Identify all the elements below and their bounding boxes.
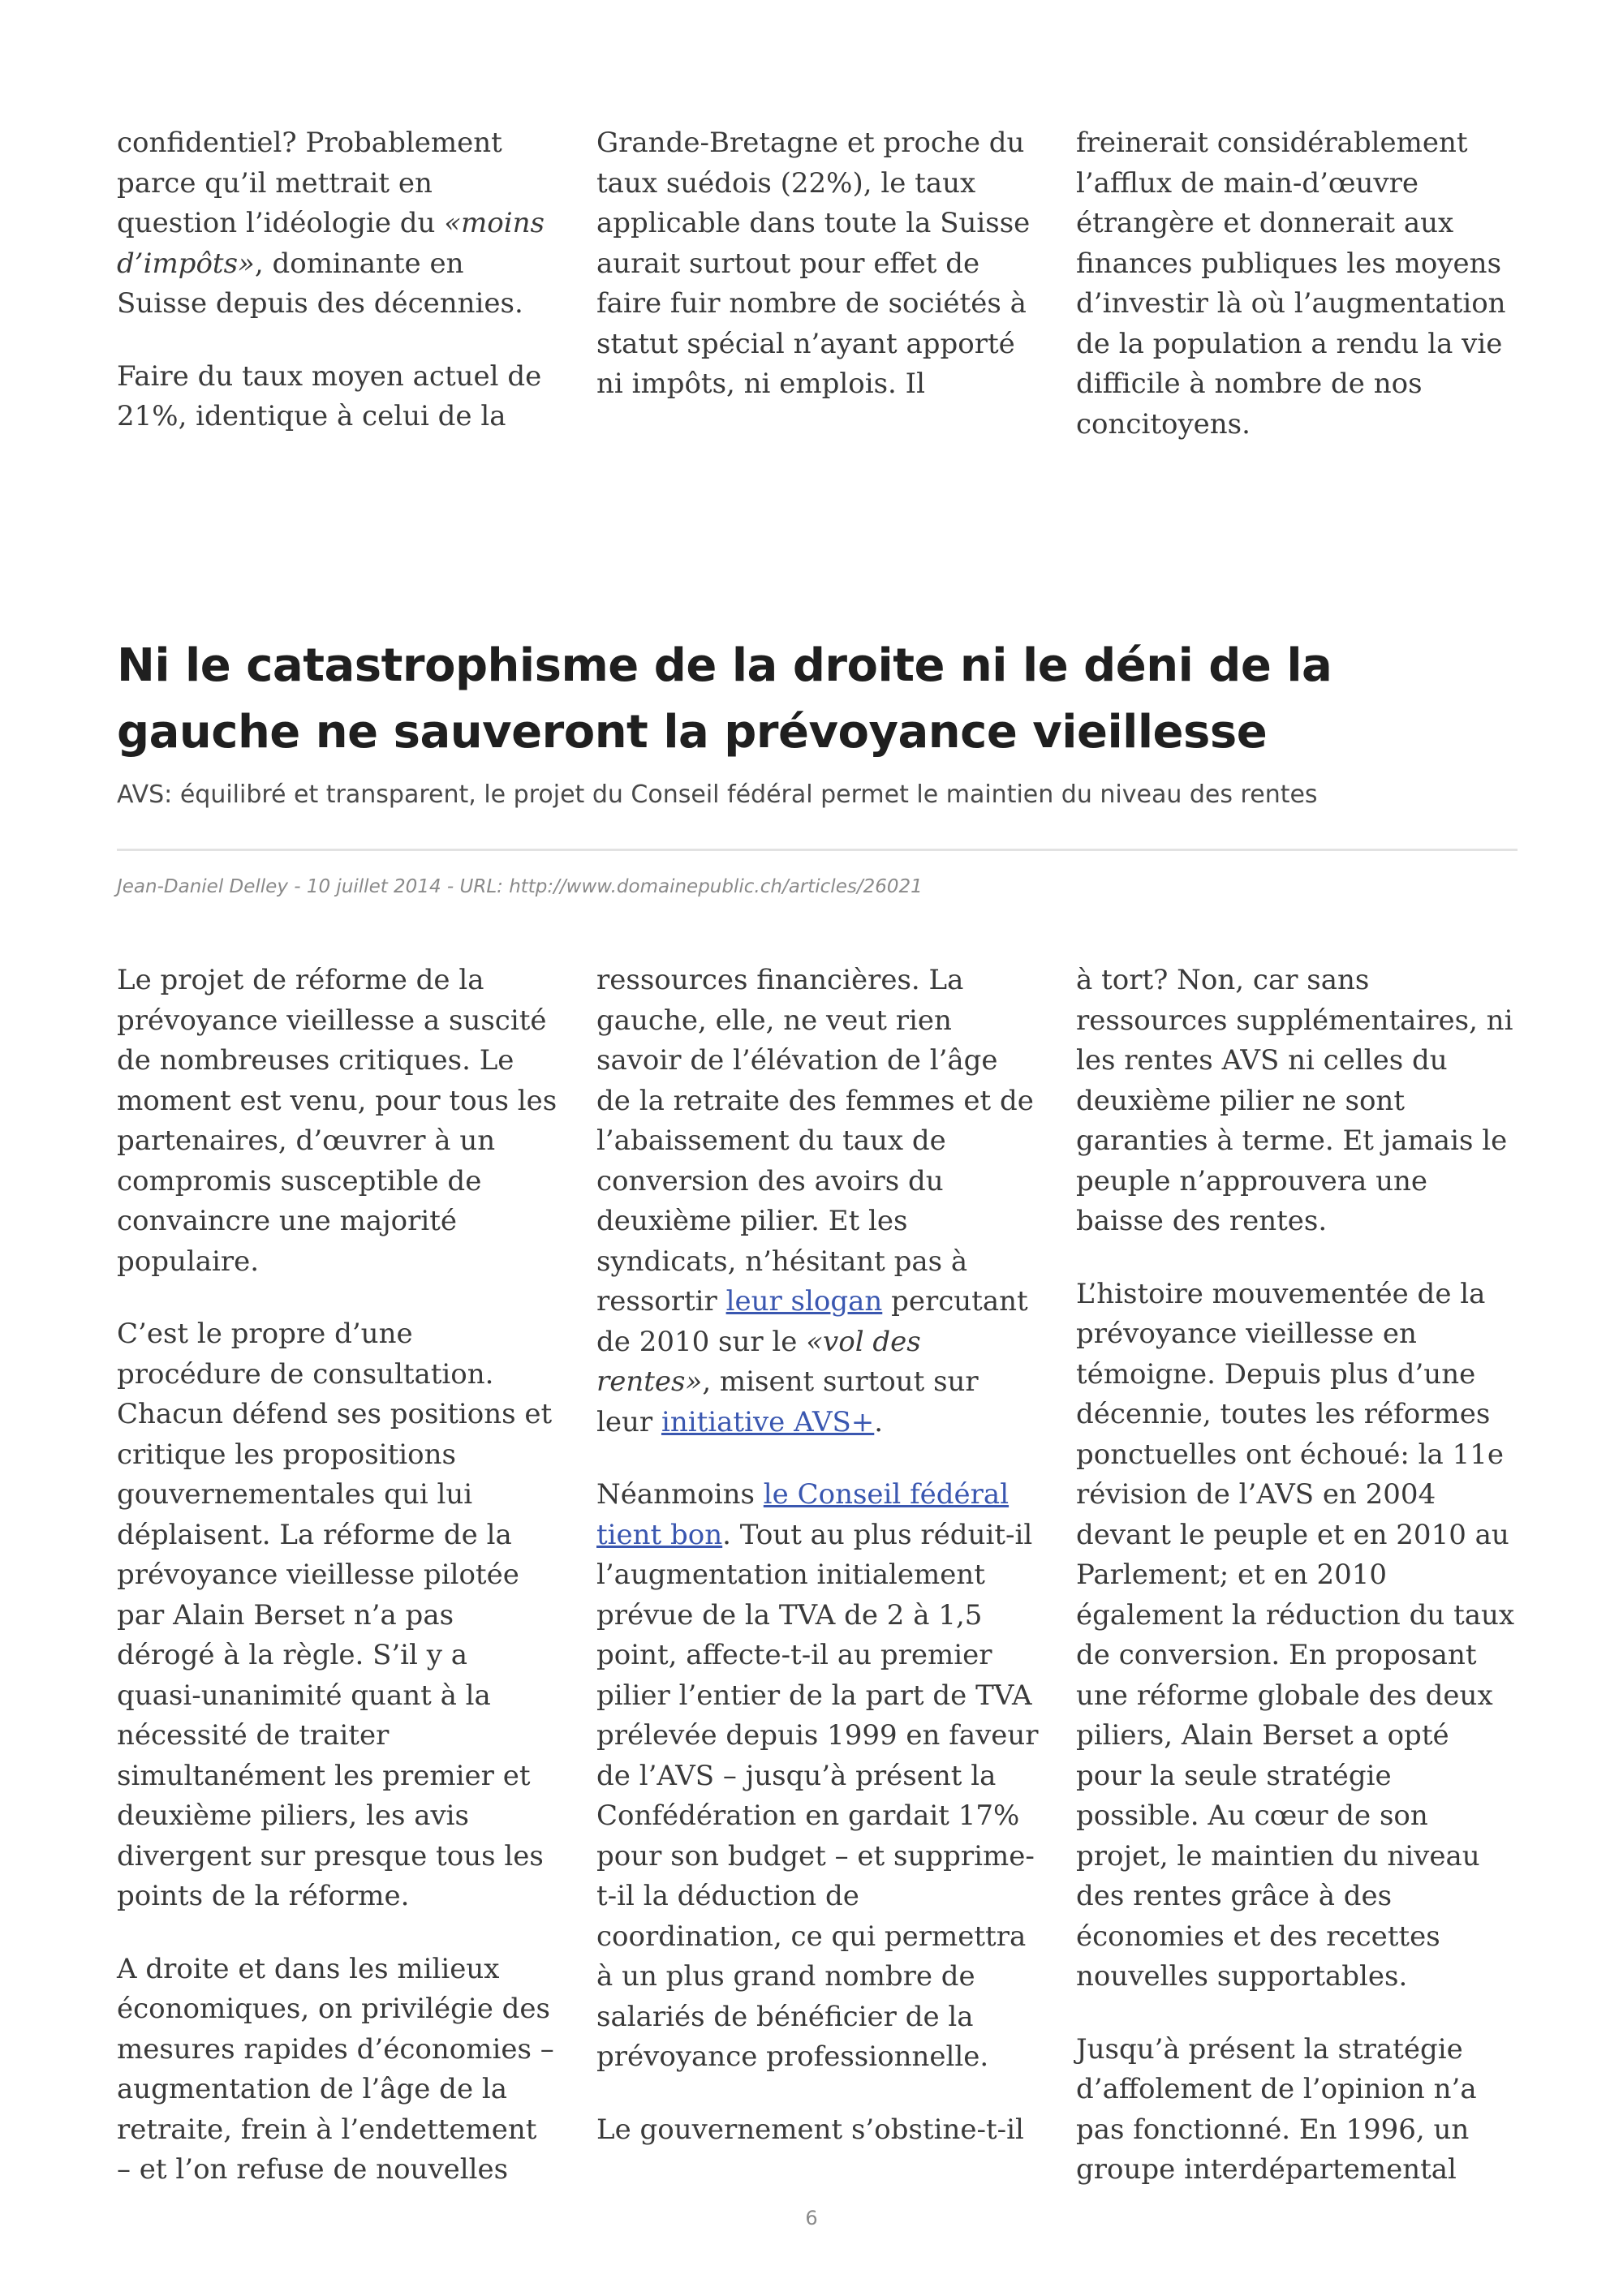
paragraph: L’histoire mouvementée de la prévoyance vieillesse en témoigne. Depuis plus d’une décennie, toutes les réformes ponctuelles ont échoué: la 11e révision de l’AVS en 2004 devant le peuple et en 2010 au Parlement; et en 2010 également la réduction du taux de conversion. En proposant une réforme globale des deux piliers, Alain Berset a opté pour la seule stratégie possible. Au cœur de son projet, le maintien du niveau des rentes grâce à des économies et des recettes nouvelles supportables. — [1076, 1277, 1515, 1993]
article-meta: Jean-Daniel Delley - 10 juillet 2014 - URL: http://www.domainepublic.ch/articles/26021 — [117, 876, 923, 897]
paragraph: freinerait considérablement l’afflux de main-d’œuvre étrangère et donnerait aux finances publiques les moyens d’investir là où l’augmentation de la population a rendu la vie difficile à nombre de nos concitoyens. — [1076, 127, 1506, 441]
article-columns — [117, 961, 1519, 2191]
paragraph: Jusqu’à présent la stratégie d’affolement de l’opinion n’a pas fonctionné. En 1996, un groupe interdépartemental — [1076, 2032, 1477, 2186]
emphasis: «vol des rentes» — [596, 1325, 921, 1398]
paragraph: confidentiel? Probablement parce qu’il mettrait en question l’idéologie du «moins d’impôts», dominante en Suisse depuis des décennies. — [117, 127, 545, 320]
link-initiative-avs[interactable]: initiative AVS+ — [661, 1405, 875, 1438]
emphasis: «moins d’impôts» — [117, 207, 545, 280]
paragraph: Faire du taux moyen actuel de 21%, identique à celui de la — [117, 359, 542, 432]
article-title: Ni le catastrophisme de la droite ni le déni de la gauche ne sauveront la prévoyance vieillesse — [117, 639, 1332, 759]
paragraph: A droite et dans les milieux économiques, on privilégie des mesures rapides d’économies – augmentation de l’âge de la retraite, frein à l’endettement – et l’on refuse de nouvelles — [117, 1952, 554, 2186]
article-column-1 — [117, 961, 559, 2191]
previous-article-column-1 — [117, 123, 559, 445]
article-column-2 — [596, 961, 1039, 2191]
previous-article-column-3 — [1076, 123, 1518, 445]
paragraph: ressources financières. La gauche, elle, ne veut rien savoir de l’élévation de l’âge de la retraite des femmes et de l’abaissement du taux de conversion des avoirs du deuxième pilier. Et les syndicats, n’hésitant pas à ressortir leur slogan percutant de 2010 sur le «vol des rentes», misent surtout sur leur initiative AVS+. — [596, 964, 1034, 1438]
article-column-3 — [1076, 961, 1518, 2191]
paragraph: Le projet de réforme de la prévoyance vieillesse a suscité de nombreuses critiques. Le moment est venu, pour tous les partenaires, d’œuvrer à un compromis susceptible de convaincre une majorité populaire. — [117, 964, 558, 1278]
previous-article-columns — [117, 123, 1519, 445]
previous-article-column-2 — [596, 123, 1039, 445]
article-subtitle: AVS: équilibré et transparent, le projet du Conseil fédéral permet le maintien du niveau des rentes — [117, 780, 1318, 809]
paragraph: Néanmoins le Conseil fédéral tient bon. Tout au plus réduit-il l’augmentation initialement prévue de la TVA de 2 à 1,5 point, affecte-t-il au premier pilier l’entier de la part de TVA prélevée depuis 1999 en faveur de l’AVS – jusqu’à présent la Confédération en gardait 17% pour son budget – et supprime-t-il la déduction de coordination, ce qui permettra à un plus grand nombre de salariés de bénéficier de la prévoyance professionnelle. — [596, 1478, 1039, 2073]
paragraph: Le gouvernement s’obstine-t-il — [596, 2113, 1024, 2146]
link-conseil-federal[interactable]: le Conseil fédéral tient bon — [596, 1478, 1010, 1551]
page-number: 6 — [805, 2207, 818, 2229]
link-leur-slogan[interactable]: leur slogan — [725, 1285, 883, 1318]
paragraph: C’est le propre d’une procédure de consultation. Chacun défend ses positions et critique les propositions gouvernementales qui lui déplaisent. La réforme de la prévoyance vieillesse pilotée par Alain Berset n’a pas dérogé à la règle. S’il y a quasi-unanimité quant à la nécessité de traiter simultanément les premier et deuxième piliers, les avis divergent sur presque tous les points de la réforme. — [117, 1318, 553, 1912]
paragraph: Grande-Bretagne et proche du taux suédois (22%), le taux applicable dans toute la Suisse aurait surtout pour effet de faire fuir nombre de sociétés à statut spécial n’ayant apporté ni impôts, ni emplois. Il — [596, 127, 1031, 400]
divider — [117, 849, 1518, 851]
paragraph: à tort? Non, car sans ressources supplémentaires, ni les rentes AVS ni celles du deuxième pilier ne sont garanties à terme. Et jamais le peuple n’approuvera une baisse des rentes. — [1076, 964, 1513, 1237]
